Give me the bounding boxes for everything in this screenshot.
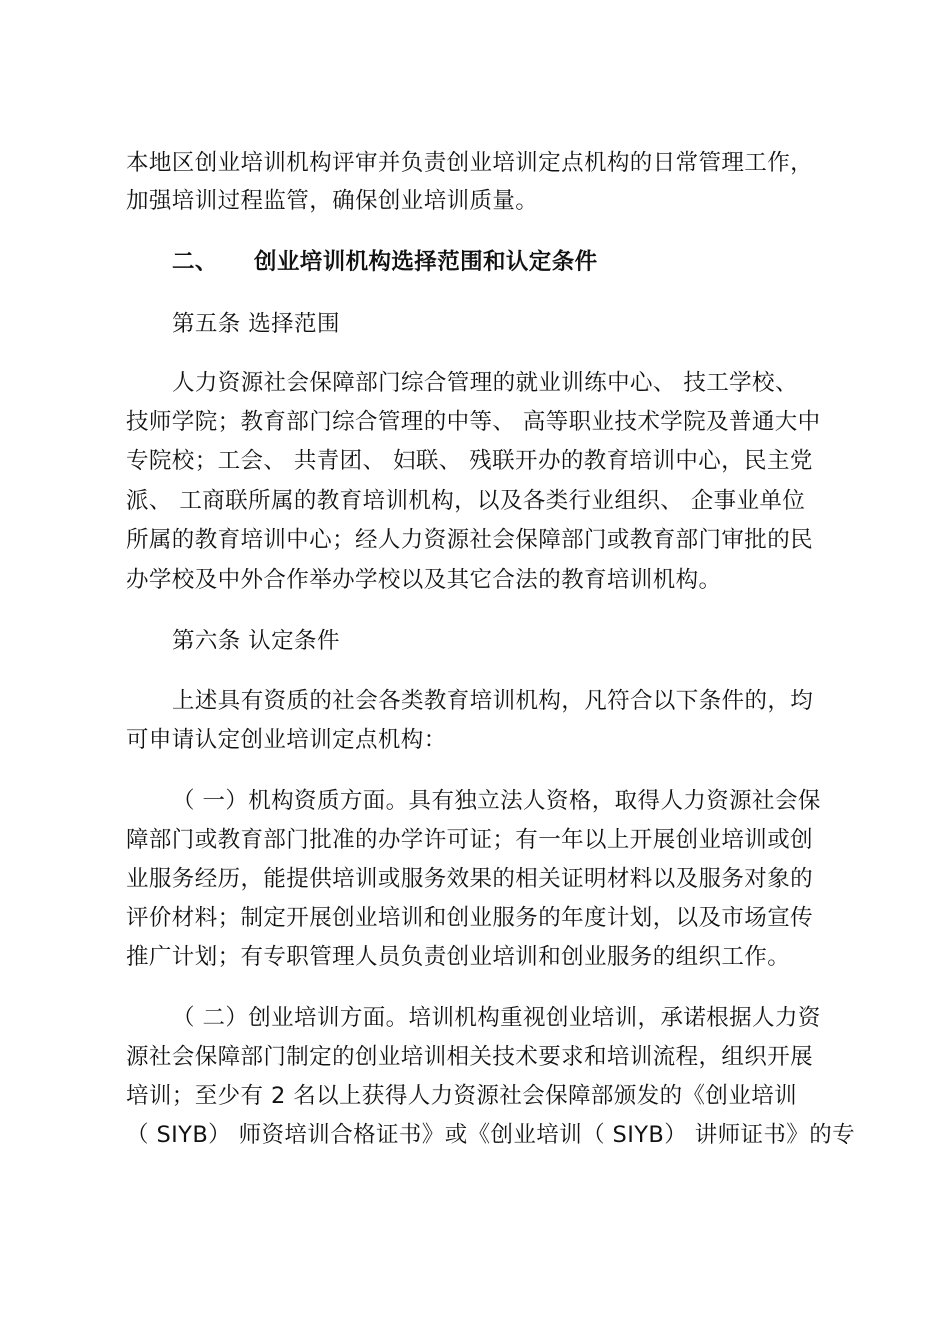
article6-line-2: 可申请认定创业培训定点机构： <box>126 727 447 753</box>
article5-line-5: 所属的教育培训中心；经人力资源社会保障部门或教育部门审批的民 <box>126 527 814 553</box>
section-heading <box>172 247 836 277</box>
article5-title: 第五条 选择范围 <box>172 311 340 337</box>
article5-line-6: 办学校及中外合作举办学校以及其它合法的教育培训机构。 <box>126 567 722 593</box>
article6-title: 第六条 认定条件 <box>172 628 340 654</box>
item1-line-5: 推广计划；有专职管理人员负责创业培训和创业服务的组织工作。 <box>126 944 791 970</box>
intro-line-2: 加强培训过程监管，确保创业培训质量。 <box>126 188 539 214</box>
item2-line-1: （ 二）创业培训方面。培训机构重视创业培训，承诺根据人力资 <box>172 1005 821 1031</box>
article5-line-2: 技师学院；教育部门综合管理的中等、 高等职业技术学院及普通大中 <box>126 409 821 435</box>
article5-line-1: 人力资源社会保障部门综合管理的就业训练中心、 技工学校、 <box>172 370 798 396</box>
intro-line-1: 本地区创业培训机构评审并负责创业培训定点机构的日常管理工作， <box>126 150 814 176</box>
item2-line-4: （ SIYB） 师资培训合格证书》或《创业培训（ SIYB） 讲师证书》的专 <box>126 1122 856 1148</box>
item1-line-2: 障部门或教育部门批准的办学许可证；有一年以上开展创业培训或创 <box>126 827 814 853</box>
section-heading-title: 创业培训机构选择范围和认定条件 <box>254 249 598 275</box>
item2-line-3: 培训；至少有 2 名以上获得人力资源社会保障部颁发的《创业培训 <box>126 1083 798 1109</box>
article5-line-3: 专院校；工会、 共青团、 妇联、 残联开办的教育培训中心，民主党 <box>126 448 813 474</box>
section-heading-number: 二、 <box>172 249 218 275</box>
article6-line-1: 上述具有资质的社会各类教育培训机构，凡符合以下条件的，均 <box>172 688 814 714</box>
item1-line-3: 业服务经历，能提供培训或服务效果的相关证明材料以及服务对象的 <box>126 866 814 892</box>
item1-line-1: （ 一）机构资质方面。具有独立法人资格，取得人力资源社会保 <box>172 788 821 814</box>
item2-line-2: 源社会保障部门制定的创业培训相关技术要求和培训流程，组织开展 <box>126 1044 814 1070</box>
item1-line-4: 评价材料；制定开展创业培训和创业服务的年度计划，以及市场宣传 <box>126 905 814 931</box>
article5-line-4: 派、 工商联所属的教育培训机构，以及各类行业组织、 企事业单位 <box>126 488 806 514</box>
